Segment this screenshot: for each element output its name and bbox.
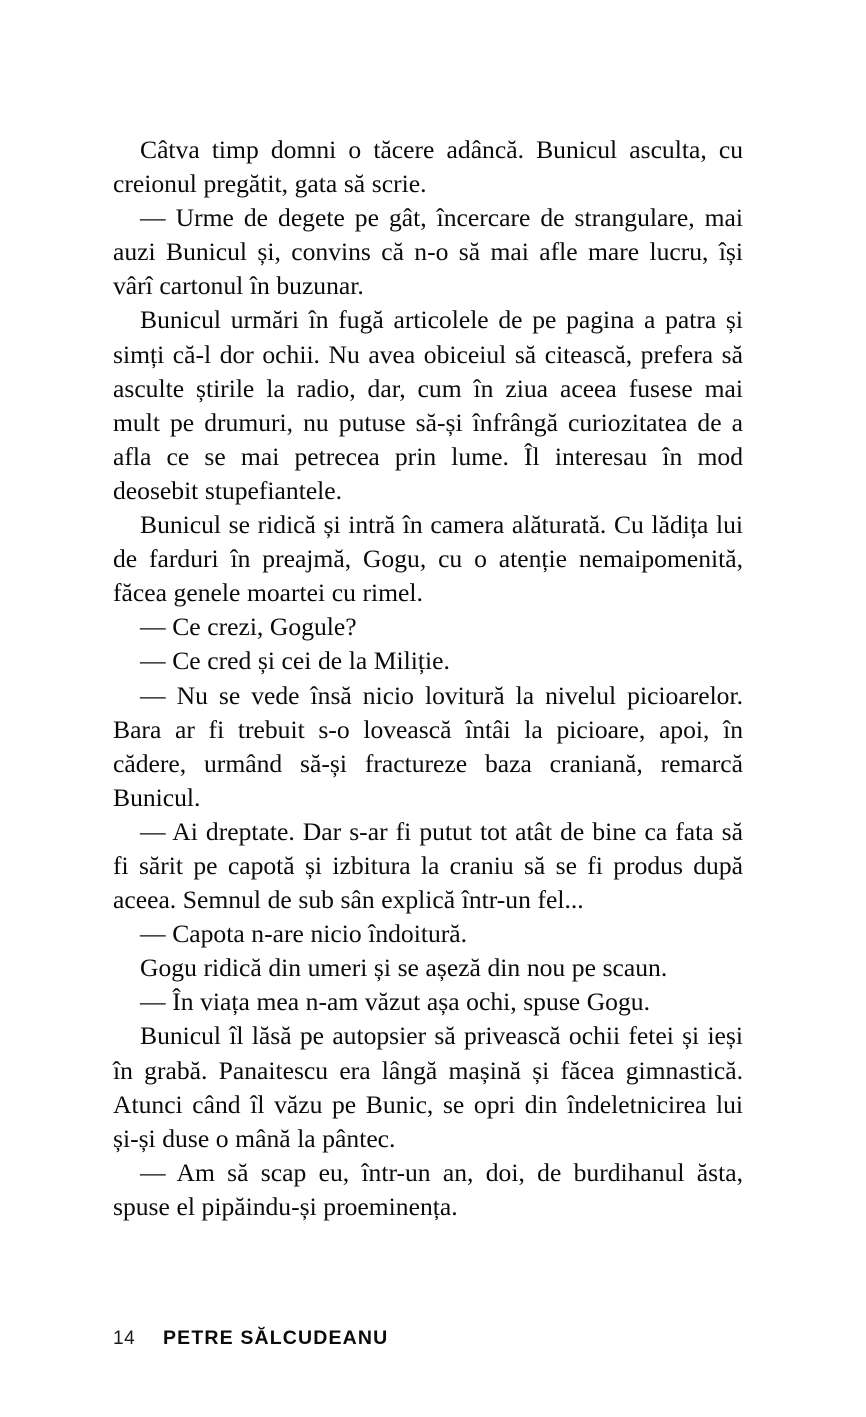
paragraph: Gogu ridică din umeri și se așeză din nou pe scaun. <box>140 953 668 983</box>
paragraph: — În viața mea n-am văzut așa ochi, spuse Gogu. <box>140 987 650 1017</box>
running-head-author: PETRE SĂLCUDEANU <box>163 1327 389 1349</box>
page-footer <box>113 1327 743 1350</box>
folio-page-number: 14 <box>113 1328 136 1349</box>
paragraph: — Nu se vede însă nicio lovitură la nivelul picioarelor. Bara ar fi trebuit s-o lovească întâi la picioare, apoi, în cădere, urmând să-și fractureze baza craniană, remarcă Bunicul. <box>113 680 743 812</box>
paragraph: Câtva timp domni o tăcere adâncă. Bunicul asculta, cu creionul pregătit, gata să scrie. <box>113 135 743 199</box>
body-text-column <box>113 133 743 1224</box>
paragraph: Bunicul îl lăsă pe autopsier să privească ochii fetei și ieși în grabă. Panaitescu era lângă mașină și făcea gimnastică. Atunci când îl văzu pe Bunic, se opri din îndeletnicirea lui și-și duse o mână la pântec. <box>113 1021 743 1153</box>
paragraph: — Ce cred și cei de la Miliție. <box>140 646 450 676</box>
paragraph: Bunicul urmări în fugă articolele de pe pagina a patra și simți că-l dor ochii. Nu avea obiceiul să citească, prefera să asculte știrile la radio, dar, cum în ziua aceea fusese mai mult pe drumuri, nu putuse să-și înfrângă curiozitatea de a afla ce se mai petrecea prin lume. Îl interesau în mod deosebit stupefiantele. <box>113 305 743 505</box>
paragraph: Bunicul se ridică și intră în camera alăturată. Cu lădița lui de farduri în preajmă, Gogu, cu o atenție nemaipomenită, făcea genele moartei cu rimel. <box>113 510 743 608</box>
paragraph: — Am să scap eu, într-un an, doi, de burdihanul ăsta, spuse el pipăindu-și proeminența. <box>113 1157 743 1221</box>
paragraph: — Capota n-are nicio îndoitură. <box>140 919 468 949</box>
paragraph: — Ai dreptate. Dar s-ar fi putut tot atât de bine ca fata să fi sărit pe capotă și izbitura la craniu să se fi produs după aceea. Semnul de sub sân explică într-un fel... <box>113 816 743 915</box>
paragraph: — Urme de degete pe gât, încercare de strangulare, mai auzi Bunicul și, convins că n-o să mai afle mare lucru, își vârî cartonul în buzunar. <box>113 203 743 301</box>
paragraph: — Ce crezi, Gogule? <box>140 612 357 642</box>
